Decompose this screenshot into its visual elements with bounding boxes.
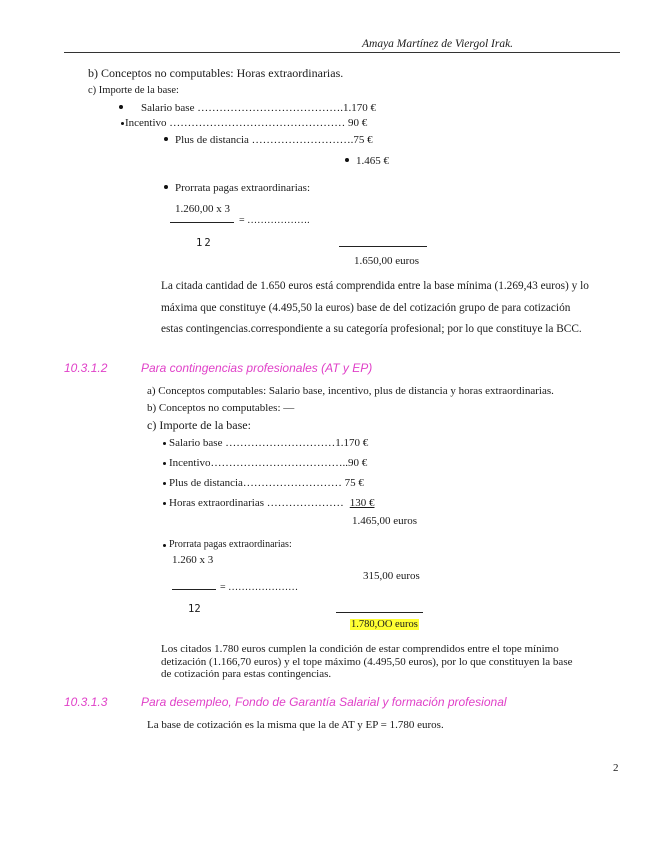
plus-distancia-line: Plus de distancia ……………………….75 € (175, 134, 373, 146)
bullet-icon (121, 122, 124, 125)
bullet-icon (164, 137, 168, 141)
page-number: 2 (613, 762, 619, 774)
horas-extra-line: Horas extraordinarias ………………… 130 € (169, 497, 375, 509)
item-c-importe: c) Importe de la base: (88, 85, 179, 96)
plus-distancia-line: Plus de distancia……………………… 75 € (169, 477, 364, 489)
fraction-numerator: 1.260,00 x 3 (175, 203, 230, 215)
fraction-bar (172, 589, 216, 590)
item-b-no-computables: b) Conceptos no computables: Horas extraordinarias. (88, 66, 344, 80)
fraction-bar (170, 222, 234, 223)
bullet-icon (163, 442, 166, 445)
fraction-denominator: 12 (188, 603, 201, 615)
section-title: Para contingencias profesionales (AT y EP) (141, 361, 373, 375)
item-b-no-computables: b) Conceptos no computables: — (147, 402, 295, 414)
fraction-denominator: 12 (196, 237, 213, 249)
prorrata-result: 315,00 euros (363, 570, 420, 582)
horas-extra-value: 130 € (349, 497, 375, 509)
fraction-equals: = ………………… (220, 582, 299, 593)
section-number: 10.3.1.3 (64, 695, 108, 709)
header-rule (64, 52, 620, 53)
salario-base-line: Salario base …………………………1.170 € (169, 437, 369, 449)
bullet-icon (163, 502, 166, 505)
section-text: La base de cotización es la misma que la de AT y EP = 1.780 euros. (147, 719, 444, 731)
total-value: 1.650,00 euros (354, 255, 420, 267)
conclusion-paragraph: La citada cantidad de 1.650 euros está comprendida entre la base mínima (1.269,43 euros) y lo máxima que constituye (4.495,50 la euros) base de del cotización grupo de para cotización estas contingencias.correspondiente a su categoría profesional; por lo que constituye la BCC. (161, 280, 589, 335)
total-value (350, 619, 419, 630)
item-c-importe: c) Importe de la base: (147, 418, 251, 432)
salario-base-line: Salario base ………………………………….1.170 € (141, 102, 376, 114)
section-number: 10.3.1.2 (64, 361, 108, 375)
subtotal-value: 1.465 € (356, 155, 389, 167)
fraction-equals: = ………………. (239, 215, 310, 226)
incentivo-line: Incentivo ………………………………………… 90 € (125, 117, 368, 129)
conclusion-paragraph: Los citados 1.780 euros cumplen la condición de estar comprendidos entre el tope mínimo detización (1.166,70 euros) y el tope máximo (4.495,50 euros), por lo que constituyen la base de cotización para estas contingencias. (161, 643, 573, 680)
bullet-icon (163, 482, 166, 485)
bullet-icon (119, 105, 123, 109)
prorrata-label: Prorrata pagas extraordinarias: (175, 182, 310, 194)
sum-rule (339, 246, 427, 247)
section-title: Para desempleo, Fondo de Garantía Salarial y formación profesional (141, 695, 507, 709)
subtotal-value: 1.465,00 euros (352, 515, 418, 527)
item-a-computables: a) Conceptos computables: Salario base, incentivo, plus de distancia y horas extraordinarias. (147, 385, 554, 397)
prorrata-label: Prorrata pagas extraordinarias: (169, 539, 292, 550)
bullet-icon (163, 462, 166, 465)
bullet-icon (164, 185, 168, 189)
sum-rule (336, 612, 423, 613)
incentivo-line: Incentivo………………………………..90 € (169, 457, 368, 469)
bullet-icon (163, 544, 166, 547)
bullet-icon (345, 158, 349, 162)
total-highlight: 1.780,OO euros (351, 619, 418, 630)
fraction-numerator: 1.260 x 3 (172, 554, 214, 566)
running-header: Amaya Martínez de Viergol Irak. (362, 38, 514, 50)
